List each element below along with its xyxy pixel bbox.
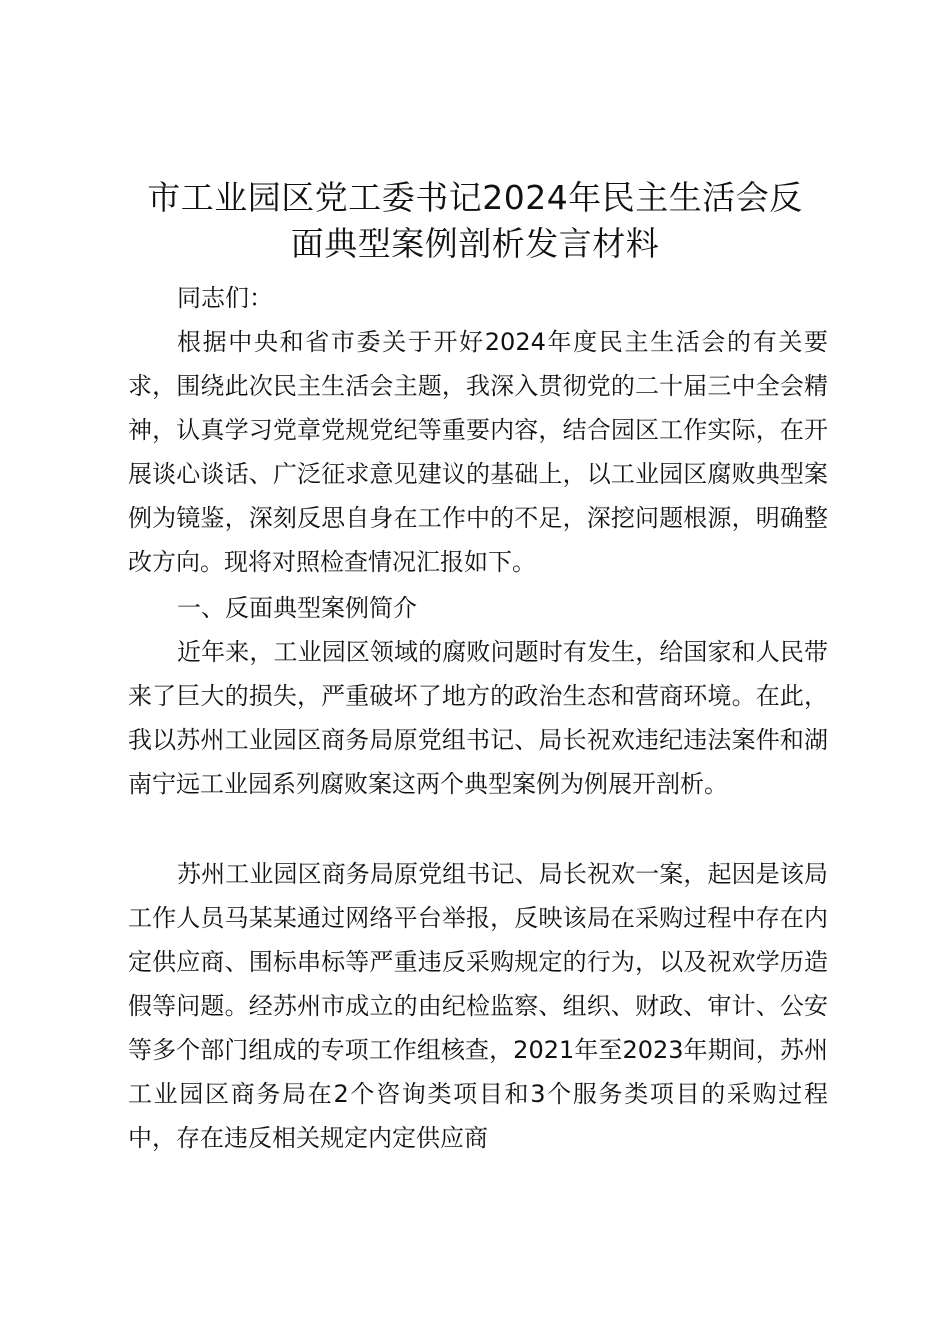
- document-title-line-2: 面典型案例剖析发言材料: [290, 224, 660, 263]
- paragraph-case-detail: 苏州工业园区商务局原党组书记、局长祝欢一案，起因是该局工作人员马某某通过网络平台举报，反映该局在采购过程中存在内定供应商、围标串标等严重违反采购规定的行为，以及祝欢学历造假等问题。经苏州市成立的由纪检监察、组织、财政、审计、公安等多个部门组成的专项工作组核查，2021年至2023年期间，苏州工业园区商务局在2个咨询类项目和3个服务类项目的采购过程中，存在违反相关规定内定供应商: [128, 860, 828, 1152]
- section-heading: 一、反面典型案例简介: [177, 594, 417, 622]
- paragraph-introduction: 根据中央和省市委关于开好2024年度民主生活会的有关要求，围绕此次民主生活会主题，我深入贯彻党的二十届三中全会精神，认真学习党章党规党纪等重要内容，结合园区工作实际，在开展谈心谈话、广泛征求意见建议的基础上，以工业园区腐败典型案例为镜鉴，深刻反思自身在工作中的不足，深挖问题根源，明确整改方向。现将对照检查情况汇报如下。: [128, 328, 828, 576]
- document-title-line-1: 市工业园区党工委书记2024年民主生活会反: [147, 178, 803, 217]
- greeting: 同志们：: [177, 284, 273, 312]
- paragraph-case-overview: 近年来，工业园区领域的腐败问题时有发生，给国家和人民带来了巨大的损失，严重破坏了地方的政治生态和营商环境。在此，我以苏州工业园区商务局原党组书记、局长祝欢违纪违法案件和湖南宁远工业园系列腐败案这两个典型案例为例展开剖析。: [128, 638, 828, 798]
